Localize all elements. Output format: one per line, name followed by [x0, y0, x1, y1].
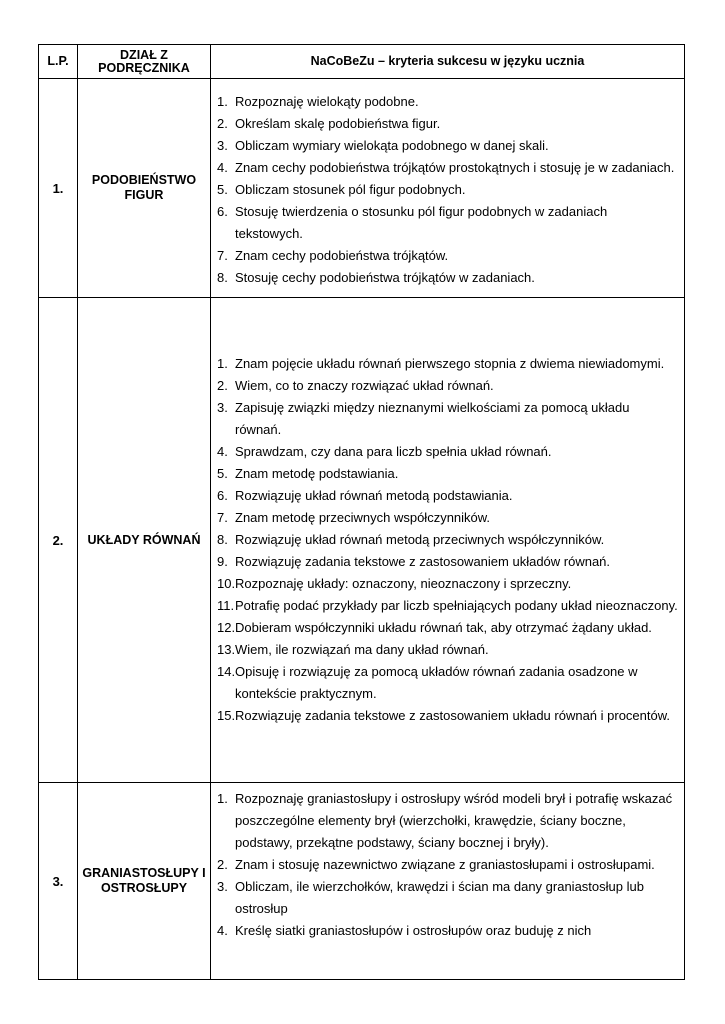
section-name: UKŁADY RÓWNAŃ [78, 298, 211, 783]
list-item: 9. Rozwiązuję zadania tekstowe z zastosowaniem układów równań. [217, 554, 611, 569]
header-lp: L.P. [39, 45, 78, 79]
criteria-list [211, 353, 684, 727]
list-item: 10. Rozpoznaję układy: oznaczony, nieoznaczony i sprzeczny. [217, 576, 572, 591]
list-item: 13. Wiem, ile rozwiązań ma dany układ równań. [217, 642, 489, 657]
list-item: 4. Kreślę siatki graniastosłupów i ostrosłupów oraz buduję z nich [217, 923, 592, 938]
list-item: 15. Rozwiązuję zadania tekstowe z zastosowaniem układu równań i procentów. [217, 708, 671, 723]
list-item: 1. Znam pojęcie układu równań pierwszego stopnia z dwiema niewiadomymi. [217, 356, 665, 371]
criteria-cell [211, 79, 685, 298]
list-item: 7. Znam cechy podobieństwa trójkątów. [217, 247, 449, 263]
row-number: 3. [39, 783, 78, 980]
list-item: 5. Znam metodę podstawiania. [217, 466, 399, 481]
row-number: 2. [39, 298, 78, 783]
list-item: 6. Stosuję twierdzenia o stosunku pól figur podobnych w zadaniach tekstowych. [217, 203, 608, 241]
section-name: PODOBIEŃSTWO FIGUR [78, 79, 211, 298]
list-item: 1. Rozpoznaję wielokąty podobne. [217, 93, 419, 109]
list-item: 4. Znam cechy podobieństwa trójkątów prostokątnych i stosuję je w zadaniach. [217, 159, 675, 175]
list-item: 2. Wiem, co to znaczy rozwiązać układ równań. [217, 378, 494, 393]
criteria-cell [211, 783, 685, 980]
header-dzial: DZIAŁ Z PODRĘCZNIKA [78, 45, 211, 79]
criteria-cell [211, 298, 685, 783]
list-item: 3. Obliczam, ile wierzchołków, krawędzi i ścian ma dany graniastosłup lub ostrosłup [217, 879, 644, 916]
list-item: 4. Sprawdzam, czy dana para liczb spełnia układ równań. [217, 444, 552, 459]
row-number: 1. [39, 79, 78, 298]
table-header-row [39, 45, 685, 79]
table-row [39, 79, 685, 298]
list-item: 1. Rozpoznaję graniastosłupy i ostrosłupy wśród modeli brył i potrafię wskazać poszczególne elementy brył (wierzchołki, krawędzie, ściany boczne, podstawy, przekątne podstawy, ściany bocznej i bryły). [217, 791, 673, 850]
table-row [39, 783, 685, 980]
list-item: 11. Potrafię podać przykłady par liczb spełniających podany układ nieoznaczony. [217, 598, 678, 613]
list-item: 2. Znam i stosuję nazewnictwo związane z graniastosłupami i ostrosłupami. [217, 857, 655, 872]
list-item: 7. Znam metodę przeciwnych współczynników. [217, 510, 491, 525]
criteria-list [211, 783, 684, 942]
table-row [39, 298, 685, 783]
criteria-table [38, 44, 685, 980]
list-item: 2. Określam skalę podobieństwa figur. [217, 115, 441, 131]
list-item: 3. Zapisuję związki między nieznanymi wielkościami za pomocą układu równań. [217, 400, 630, 437]
list-item: 5. Obliczam stosunek pól figur podobnych. [217, 181, 466, 197]
section-name: GRANIASTOSŁUPY I OSTROSŁUPY [78, 783, 211, 980]
list-item: 8. Rozwiązuję układ równań metodą przeciwnych współczynników. [217, 532, 605, 547]
criteria-list [211, 88, 684, 289]
list-item: 8. Stosuję cechy podobieństwa trójkątów w zadaniach. [217, 269, 535, 285]
header-kryteria: NaCoBeZu – kryteria sukcesu w języku ucznia [211, 45, 685, 79]
list-item: 12. Dobieram współczynniki układu równań tak, aby otrzymać żądany układ. [217, 620, 652, 635]
list-item: 14. Opisuję i rozwiązuję za pomocą układów równań zadania osadzone w kontekście praktycznym. [217, 664, 638, 701]
list-item: 6. Rozwiązuję układ równań metodą podstawiania. [217, 488, 513, 503]
list-item: 3. Obliczam wymiary wielokąta podobnego w danej skali. [217, 137, 549, 153]
